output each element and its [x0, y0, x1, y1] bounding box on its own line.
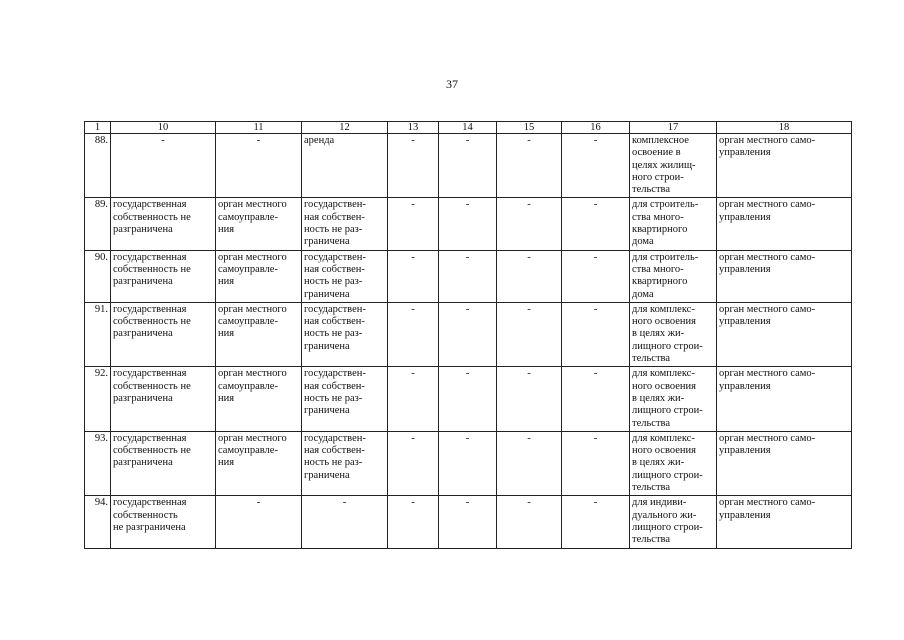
table-cell: - [411, 432, 415, 444]
manager-cell: орган местного самоуправле- ния [218, 432, 287, 469]
column-header: 11 [216, 122, 302, 134]
authority-cell: орган местного само- управления [719, 497, 816, 521]
table-cell: - [465, 199, 470, 211]
table-cell: - [527, 199, 531, 211]
table-cell: - [593, 432, 598, 444]
table-cell: - [465, 303, 470, 315]
column-header: 13 [388, 122, 439, 134]
table-cell: - [527, 497, 531, 509]
table-cell: - [465, 368, 470, 380]
column-header: 14 [439, 122, 497, 134]
table-cell: - [527, 251, 531, 263]
table-cell: - [593, 497, 598, 509]
page-number: 37 [446, 77, 458, 91]
owner-cell: государственная собственность не разграничена [113, 432, 191, 469]
manager-cell: - [256, 497, 261, 509]
table-row [85, 431, 852, 495]
authority-cell: орган местного само- управления [719, 251, 816, 275]
authority-cell: орган местного само- управления [719, 303, 816, 328]
table-row [85, 250, 852, 302]
column-header: 10 [111, 122, 216, 134]
right-cell: государствен- ная собствен- ность не раз- граничена [304, 303, 366, 352]
right-cell: государствен- ная собствен- ность не раз- граничена [304, 199, 366, 248]
owner-cell: государственная собственность не разграничена [113, 199, 191, 236]
purpose-cell: для строитель- ства много- квартирного дома [632, 251, 699, 300]
table-cell: - [411, 497, 415, 509]
table-row [85, 367, 852, 431]
purpose-cell: для комплекс- ного освоения в целях жи- лищного строи- тельства [632, 432, 703, 494]
table-cell: - [465, 497, 470, 509]
row-number: 92. [94, 368, 108, 380]
row-number: 88. [94, 135, 108, 146]
table-cell: - [411, 368, 415, 380]
purpose-cell: комплексное освоение в целях жилищ- ного строи- тельства [632, 135, 696, 196]
table-cell: - [411, 135, 415, 146]
table-row [85, 198, 852, 250]
owner-cell: государственная собственность не разграничена [113, 368, 191, 404]
purpose-cell: для строитель- ства много- квартирного дома [632, 199, 699, 248]
purpose-cell: для комплекс- ного освоения в целях жи- лищного строи- тельства [632, 368, 703, 429]
table-row [85, 134, 852, 198]
column-header: 15 [497, 122, 562, 134]
table-row [85, 496, 852, 548]
row-number: 93. [94, 432, 108, 444]
table-row [85, 302, 852, 366]
right-cell: государствен- ная собствен- ность не раз- граничена [304, 432, 366, 481]
table-cell: - [411, 303, 415, 315]
table-cell: - [411, 251, 415, 263]
row-number: 90. [94, 251, 108, 263]
table-cell: - [527, 303, 531, 315]
manager-cell: - [256, 135, 261, 146]
right-cell: аренда [304, 135, 335, 146]
column-header: 18 [717, 122, 852, 134]
column-header: 12 [302, 122, 388, 134]
table-cell: - [465, 135, 470, 146]
owner-cell: государственная собственность не разграничена [113, 251, 191, 288]
owner-cell: - [161, 135, 165, 146]
right-cell: государствен- ная собствен- ность не раз- граничена [304, 251, 366, 300]
right-cell: - [342, 497, 347, 509]
column-header: 1 [85, 122, 111, 134]
authority-cell: орган местного само- управления [719, 135, 816, 159]
row-number: 94. [94, 497, 108, 509]
column-header: 16 [562, 122, 630, 134]
table-cell: - [593, 303, 598, 315]
table-cell: - [465, 251, 470, 263]
manager-cell: орган местного самоуправле- ния [218, 251, 287, 288]
purpose-cell: для индиви- дуального жи- лищного строи- тельства [632, 497, 703, 546]
authority-cell: орган местного само- управления [719, 199, 816, 223]
table-cell: - [593, 368, 598, 380]
table-cell: - [465, 432, 470, 444]
purpose-cell: для комплекс- ного освоения в целях жи- лищного строи- тельства [632, 303, 703, 365]
header-row [85, 122, 852, 134]
authority-cell: орган местного само- управления [719, 368, 816, 392]
table-cell: - [527, 135, 531, 146]
authority-cell: орган местного само- управления [719, 432, 816, 457]
manager-cell: орган местного самоуправле- ния [218, 368, 287, 404]
table-cell: - [411, 199, 415, 211]
table-cell: - [593, 251, 598, 263]
owner-cell: государственная собственность не разграничена [113, 303, 191, 340]
right-cell: государствен- ная собствен- ность не раз- граничена [304, 368, 366, 417]
manager-cell: орган местного самоуправле- ния [218, 199, 287, 236]
table-cell: - [527, 432, 531, 444]
data-table [84, 121, 852, 549]
table-cell: - [593, 135, 598, 146]
table-cell: - [527, 368, 531, 380]
column-header: 17 [630, 122, 717, 134]
owner-cell: государственная собственность не разграничена [113, 497, 187, 533]
manager-cell: орган местного самоуправле- ния [218, 303, 287, 340]
row-number: 91. [94, 303, 108, 315]
row-number: 89. [94, 199, 108, 211]
table-cell: - [593, 199, 598, 211]
